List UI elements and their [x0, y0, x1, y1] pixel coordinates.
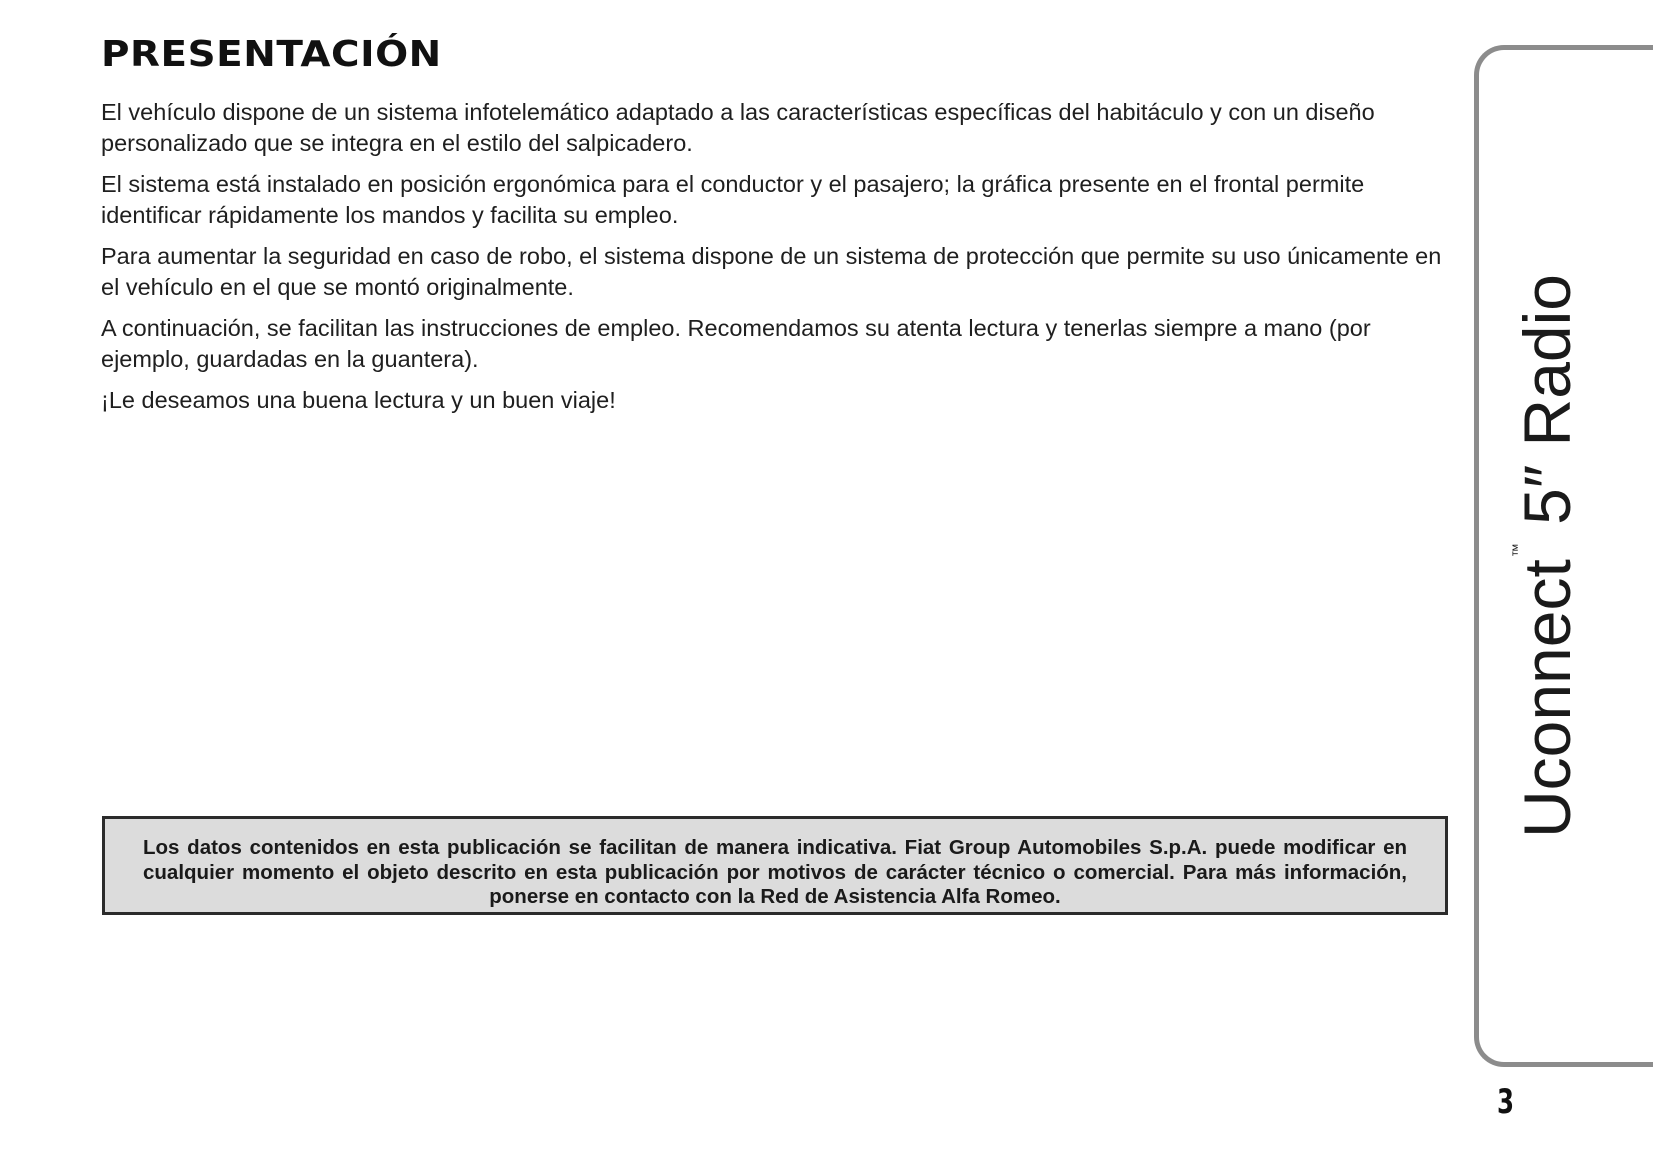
paragraph-5: ¡Le deseamos una buena lectura y un buen viaje! [101, 387, 616, 413]
paragraph-1: El vehículo dispone de un sistema infotelemático adaptado a las características específicas del habitáculo y con un diseño personalizado que se integra en el estilo del salpicadero. [101, 99, 1375, 156]
trademark-symbol: ™ [1509, 543, 1525, 558]
page-number: 3 [1497, 1082, 1515, 1122]
section-side-tab-label [1482, 274, 1582, 838]
disclaimer-box [102, 816, 1448, 915]
paragraph-4: A continuación, se facilitan las instrucciones de empleo. Recomendamos su atenta lectura y tenerlas siempre a mano (por ejemplo, guardadas en la guantera). [101, 315, 1371, 372]
body-text [101, 97, 1451, 427]
paragraph-2: El sistema está instalado en posición ergonómica para el conductor y el pasajero; la gráfica presente en el frontal permite identificar rápidamente los mandos y facilita su empleo. [101, 171, 1365, 228]
disclaimer-text: Los datos contenidos en esta publicación se facilitan de manera indicativa. Fiat Group Automobiles S.p.A. puede modificar en cualquier momento el objeto descrito en esta publicación por motivos de carácter técnico o comercial. Para más información, ponerse en contacto con la Red de Asistencia Alfa Romeo. [143, 836, 1407, 908]
page-title: PRESENTACIÓN [101, 34, 442, 75]
side-tab-model: 5″ Radio [1510, 273, 1584, 544]
side-tab-product: Uconnect [1510, 559, 1584, 839]
paragraph-3: Para aumentar la seguridad en caso de robo, el sistema dispone de un sistema de protección que permite su uso únicamente en el vehículo en el que se montó originalmente. [101, 243, 1442, 300]
